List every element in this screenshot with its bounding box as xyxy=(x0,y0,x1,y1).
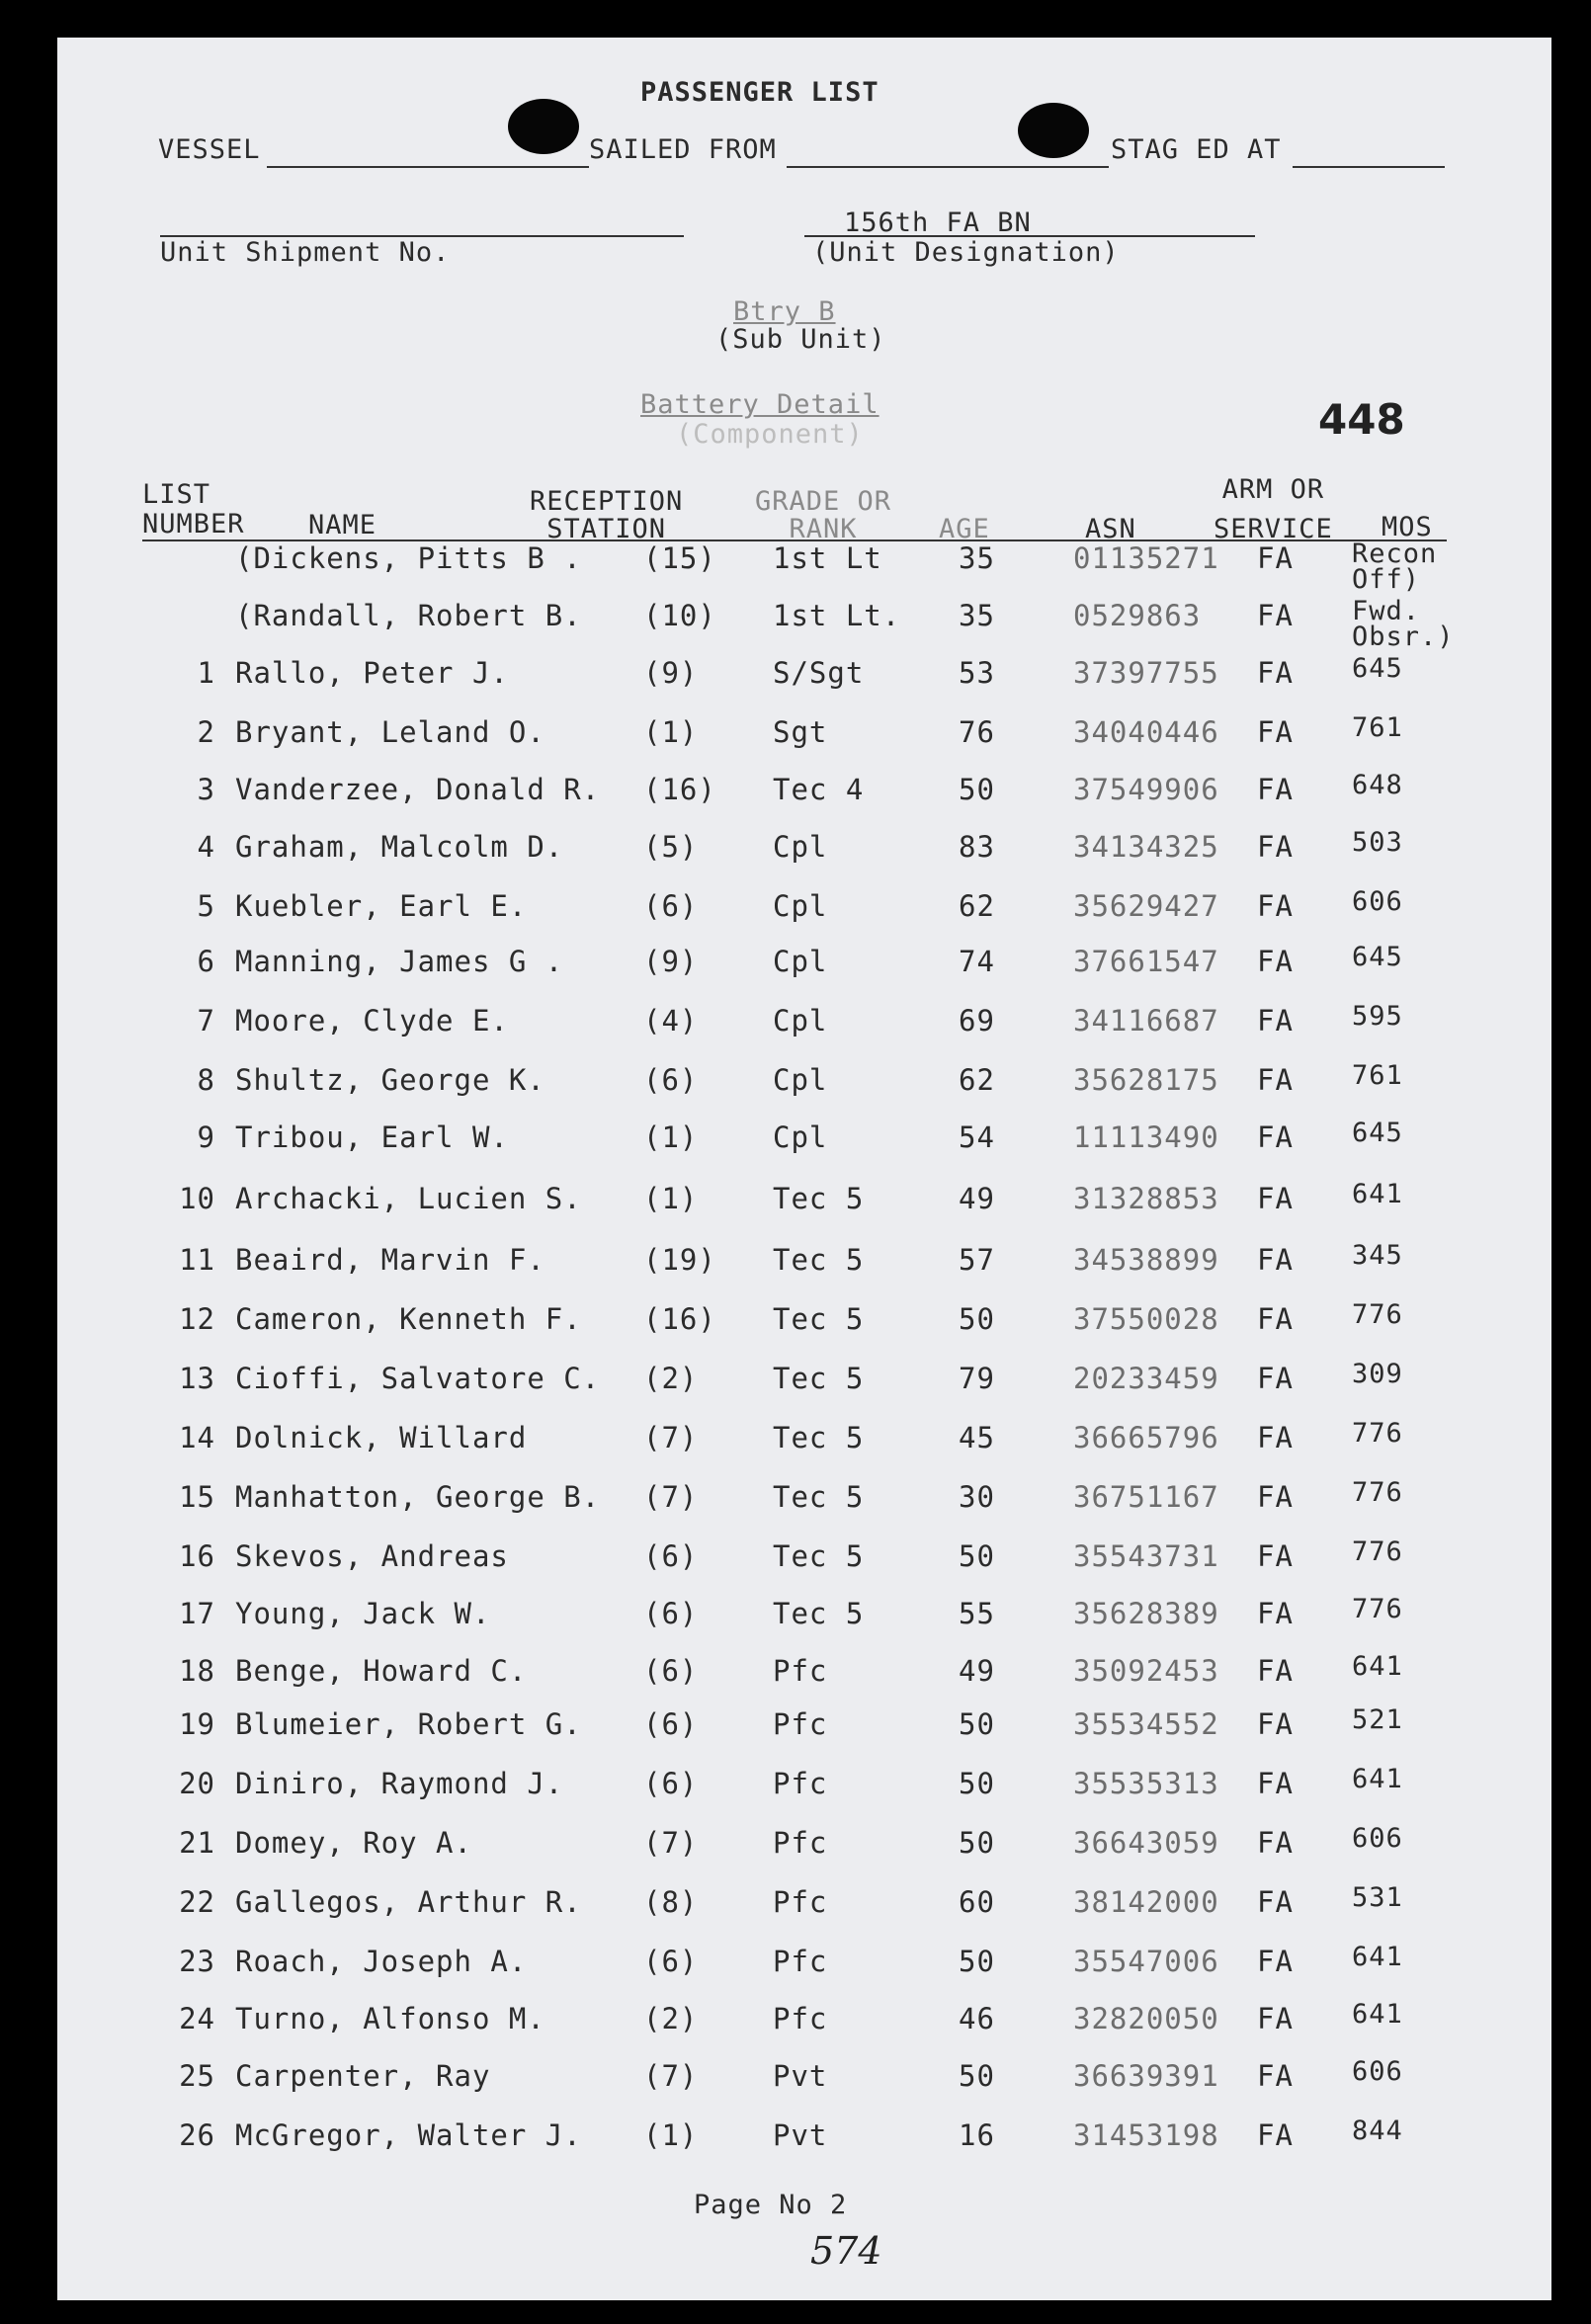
age: 62 xyxy=(959,1063,995,1097)
reception-station: (1) xyxy=(643,715,699,749)
col-name: NAME xyxy=(308,510,377,540)
asn: 35629427 xyxy=(1073,889,1219,923)
passenger-name: Manhatton, George B. xyxy=(235,1480,601,1514)
table-row xyxy=(57,1999,1551,2051)
list-number: 10 xyxy=(179,1182,215,1215)
asn: 38142000 xyxy=(1073,1885,1219,1919)
arm-or-service: FA xyxy=(1257,2118,1294,2152)
list-number: 19 xyxy=(179,1707,215,1741)
age: 83 xyxy=(959,830,995,864)
mos: 645 xyxy=(1352,1118,1403,1148)
arm-or-service: FA xyxy=(1257,1120,1294,1154)
asn: 35535313 xyxy=(1073,1767,1219,1800)
passenger-name: Gallegos, Arthur R. xyxy=(235,1885,582,1919)
asn: 31453198 xyxy=(1073,2118,1219,2152)
table-row xyxy=(57,2056,1551,2109)
passenger-name: Manning, James G . xyxy=(235,945,564,978)
grade: Cpl xyxy=(773,1063,828,1097)
list-number: 12 xyxy=(179,1302,215,1336)
grade: Tec 5 xyxy=(773,1243,865,1277)
reception-station: (9) xyxy=(643,656,699,690)
arm-or-service: FA xyxy=(1257,1654,1294,1688)
mos: 521 xyxy=(1352,1704,1403,1735)
mos: 641 xyxy=(1352,1651,1403,1682)
col-reception-station: RECEPTION STATION xyxy=(530,486,684,544)
list-number: 9 xyxy=(197,1120,215,1154)
age: 79 xyxy=(959,1362,995,1395)
passenger-name: Vanderzee, Donald R. xyxy=(235,773,601,806)
age: 50 xyxy=(959,1539,995,1573)
age: 57 xyxy=(959,1243,995,1277)
grade: Pfc xyxy=(773,1654,828,1688)
grade: Tec 5 xyxy=(773,1302,865,1336)
age: 53 xyxy=(959,656,995,690)
grade: Tec 5 xyxy=(773,1597,865,1630)
passenger-name: Archacki, Lucien S. xyxy=(235,1182,582,1215)
list-number: 17 xyxy=(179,1597,215,1630)
passenger-name: Roach, Joseph A. xyxy=(235,1945,528,1978)
grade: Cpl xyxy=(773,889,828,923)
mos: 309 xyxy=(1352,1359,1403,1389)
list-number: 5 xyxy=(197,889,215,923)
age: 60 xyxy=(959,1885,995,1919)
mos: 761 xyxy=(1352,1060,1403,1091)
passenger-name: Benge, Howard C. xyxy=(235,1654,528,1688)
reception-station: (16) xyxy=(643,773,716,806)
unit-designation-value: 156th FA BN xyxy=(844,208,1032,238)
list-number: 2 xyxy=(197,715,215,749)
asn: 31328853 xyxy=(1073,1182,1219,1215)
asn: 35092453 xyxy=(1073,1654,1219,1688)
age: 69 xyxy=(959,1004,995,1038)
table-row xyxy=(57,1823,1551,1875)
arm-or-service: FA xyxy=(1257,1182,1294,1215)
asn: 36665796 xyxy=(1073,1421,1219,1454)
passenger-name: Domey, Roy A. xyxy=(235,1826,472,1860)
asn: 37397755 xyxy=(1073,656,1219,690)
asn: 35628389 xyxy=(1073,1597,1219,1630)
mos: 606 xyxy=(1352,2056,1403,2087)
mos: 641 xyxy=(1352,1942,1403,1972)
vessel-field xyxy=(267,166,589,168)
asn: 01135271 xyxy=(1073,541,1219,575)
list-number: 6 xyxy=(197,945,215,978)
sub-unit-value: Btry B xyxy=(733,296,836,327)
age: 50 xyxy=(959,1945,995,1978)
age: 35 xyxy=(959,599,995,632)
grade: 1st Lt. xyxy=(773,599,901,632)
asn: 0529863 xyxy=(1073,599,1202,632)
col-age: AGE xyxy=(939,514,990,544)
reception-station: (7) xyxy=(643,1480,699,1514)
passenger-name: (Randall, Robert B. xyxy=(235,599,582,632)
grade: Cpl xyxy=(773,1120,828,1154)
reception-station: (6) xyxy=(643,1945,699,1978)
grade: Pfc xyxy=(773,1767,828,1800)
reception-station: (9) xyxy=(643,945,699,978)
reception-station: (1) xyxy=(643,1120,699,1154)
table-row xyxy=(57,1299,1551,1352)
grade: Sgt xyxy=(773,715,828,749)
reception-station: (6) xyxy=(643,889,699,923)
arm-or-service: FA xyxy=(1257,2059,1294,2093)
list-number: 18 xyxy=(179,1654,215,1688)
arm-or-service: FA xyxy=(1257,1243,1294,1277)
mos: 641 xyxy=(1352,1999,1403,2030)
list-number: 14 xyxy=(179,1421,215,1454)
asn: 35628175 xyxy=(1073,1063,1219,1097)
list-number: 23 xyxy=(179,1945,215,1978)
mos: 844 xyxy=(1352,2116,1403,2146)
age: 30 xyxy=(959,1480,995,1514)
passenger-name: Carpenter, Ray xyxy=(235,2059,491,2093)
arm-or-service: FA xyxy=(1257,1362,1294,1395)
mos: 531 xyxy=(1352,1882,1403,1913)
asn: 37550028 xyxy=(1073,1302,1219,1336)
arm-or-service: FA xyxy=(1257,1004,1294,1038)
mos: 761 xyxy=(1352,712,1403,743)
reception-station: (7) xyxy=(643,1826,699,1860)
asn: 32820050 xyxy=(1073,2002,1219,2035)
asn: 36639391 xyxy=(1073,2059,1219,2093)
reception-station: (7) xyxy=(643,1421,699,1454)
table-row xyxy=(57,1179,1551,1231)
grade: Pfc xyxy=(773,1885,828,1919)
component-label: (Component) xyxy=(676,419,864,450)
table-row xyxy=(57,1060,1551,1113)
list-number: 11 xyxy=(179,1243,215,1277)
col-list-number: LIST NUMBER xyxy=(142,479,245,540)
arm-or-service: FA xyxy=(1257,1945,1294,1978)
age: 76 xyxy=(959,715,995,749)
mos: 641 xyxy=(1352,1764,1403,1794)
mos: 776 xyxy=(1352,1418,1403,1449)
handwritten-footer: 574 xyxy=(810,2229,882,2273)
grade: Tec 5 xyxy=(773,1421,865,1454)
table-row xyxy=(57,1001,1551,1053)
col-arm-or-service: ARM OR SERVICE xyxy=(1214,474,1333,544)
sailed-from-field xyxy=(787,166,1109,168)
table-row xyxy=(57,539,1551,595)
reception-station: (8) xyxy=(643,1885,699,1919)
list-number: 1 xyxy=(197,656,215,690)
list-number: 25 xyxy=(179,2059,215,2093)
staged-at-field xyxy=(1293,166,1445,168)
table-row xyxy=(57,1418,1551,1470)
passenger-name: (Dickens, Pitts B . xyxy=(235,541,582,575)
reception-station: (7) xyxy=(643,2059,699,2093)
grade: Tec 5 xyxy=(773,1480,865,1514)
col-asn: ASN xyxy=(1085,514,1136,544)
age: 62 xyxy=(959,889,995,923)
passenger-name: Turno, Alfonso M. xyxy=(235,2002,545,2035)
age: 54 xyxy=(959,1120,995,1154)
reception-station: (2) xyxy=(643,1362,699,1395)
reception-station: (6) xyxy=(643,1767,699,1800)
reception-station: (2) xyxy=(643,2002,699,2035)
table-row xyxy=(57,827,1551,879)
reception-station: (6) xyxy=(643,1707,699,1741)
mos: Recon Off) xyxy=(1352,539,1438,595)
arm-or-service: FA xyxy=(1257,2002,1294,2035)
asn: 35534552 xyxy=(1073,1707,1219,1741)
asn: 20233459 xyxy=(1073,1362,1219,1395)
reception-station: (19) xyxy=(643,1243,716,1277)
asn: 34538899 xyxy=(1073,1243,1219,1277)
list-number: 13 xyxy=(179,1362,215,1395)
table-row xyxy=(57,1240,1551,1292)
asn: 11113490 xyxy=(1073,1120,1219,1154)
grade: Cpl xyxy=(773,945,828,978)
passenger-name: Dolnick, Willard xyxy=(235,1421,528,1454)
list-number: 16 xyxy=(179,1539,215,1573)
vessel-label: VESSEL xyxy=(158,134,261,165)
age: 45 xyxy=(959,1421,995,1454)
arm-or-service: FA xyxy=(1257,830,1294,864)
unit-designation-label: (Unit Designation) xyxy=(812,237,1120,268)
asn: 36751167 xyxy=(1073,1480,1219,1514)
passenger-name: Kuebler, Earl E. xyxy=(235,889,528,923)
asn: 35543731 xyxy=(1073,1539,1219,1573)
reception-station: (5) xyxy=(643,830,699,864)
list-number: 4 xyxy=(197,830,215,864)
reception-station: (6) xyxy=(643,1539,699,1573)
punch-hole xyxy=(508,99,579,154)
list-number: 20 xyxy=(179,1767,215,1800)
age: 49 xyxy=(959,1654,995,1688)
table-row xyxy=(57,712,1551,765)
grade: Cpl xyxy=(773,830,828,864)
reception-station: (6) xyxy=(643,1597,699,1630)
passenger-name: Young, Jack W. xyxy=(235,1597,491,1630)
arm-or-service: FA xyxy=(1257,656,1294,690)
table-row xyxy=(57,1477,1551,1530)
reception-station: (1) xyxy=(643,2118,699,2152)
age: 50 xyxy=(959,1826,995,1860)
arm-or-service: FA xyxy=(1257,1826,1294,1860)
passenger-name: McGregor, Walter J. xyxy=(235,2118,582,2152)
mos: 776 xyxy=(1352,1594,1403,1624)
sub-unit-label: (Sub Unit) xyxy=(715,324,886,355)
staged-at-label: STAG ED AT xyxy=(1111,134,1282,165)
grade: Pvt xyxy=(773,2118,828,2152)
table-row xyxy=(57,1120,1551,1170)
list-number: 26 xyxy=(179,2118,215,2152)
grade: Pfc xyxy=(773,1945,828,1978)
table-row xyxy=(57,1359,1551,1411)
arm-or-service: FA xyxy=(1257,1707,1294,1741)
list-number: 21 xyxy=(179,1826,215,1860)
age: 50 xyxy=(959,1707,995,1741)
sailed-from-label: SAILED FROM xyxy=(589,134,777,165)
passenger-name: Shultz, George K. xyxy=(235,1063,545,1097)
passenger-name: Diniro, Raymond J. xyxy=(235,1767,564,1800)
grade: Pfc xyxy=(773,1826,828,1860)
mos: 645 xyxy=(1352,942,1403,972)
table-row xyxy=(57,886,1551,939)
arm-or-service: FA xyxy=(1257,599,1294,632)
asn: 35547006 xyxy=(1073,1945,1219,1978)
age: 50 xyxy=(959,1767,995,1800)
table-row xyxy=(57,653,1551,706)
unit-shipment-label: Unit Shipment No. xyxy=(160,237,451,268)
grade: 1st Lt xyxy=(773,541,882,575)
arm-or-service: FA xyxy=(1257,1480,1294,1514)
passenger-name: Skevos, Andreas xyxy=(235,1539,509,1573)
table-row xyxy=(57,1704,1551,1757)
table-row xyxy=(57,942,1551,994)
arm-or-service: FA xyxy=(1257,773,1294,806)
mos: 776 xyxy=(1352,1536,1403,1567)
mos: Fwd. Obsr.) xyxy=(1352,596,1455,652)
grade: S/Sgt xyxy=(773,656,865,690)
arm-or-service: FA xyxy=(1257,889,1294,923)
table-row xyxy=(57,1651,1551,1703)
passenger-name: Cameron, Kenneth F. xyxy=(235,1302,582,1336)
arm-or-service: FA xyxy=(1257,715,1294,749)
grade: Tec 5 xyxy=(773,1182,865,1215)
mos: 776 xyxy=(1352,1477,1403,1508)
asn: 34040446 xyxy=(1073,715,1219,749)
arm-or-service: FA xyxy=(1257,1421,1294,1454)
grade: Pvt xyxy=(773,2059,828,2093)
arm-or-service: FA xyxy=(1257,1302,1294,1336)
table-row xyxy=(57,1882,1551,1935)
arm-or-service: FA xyxy=(1257,541,1294,575)
table-row xyxy=(57,1536,1551,1589)
grade: Tec 4 xyxy=(773,773,865,806)
reception-station: (1) xyxy=(643,1182,699,1215)
grade: Pfc xyxy=(773,1707,828,1741)
reception-station: (6) xyxy=(643,1654,699,1688)
mos: 641 xyxy=(1352,1179,1403,1209)
age: 50 xyxy=(959,773,995,806)
reception-station: (15) xyxy=(643,541,716,575)
table-row xyxy=(57,1764,1551,1816)
arm-or-service: FA xyxy=(1257,1539,1294,1573)
list-number: 8 xyxy=(197,1063,215,1097)
document-page xyxy=(57,38,1551,2300)
grade: Cpl xyxy=(773,1004,828,1038)
asn: 34116687 xyxy=(1073,1004,1219,1038)
asn: 37661547 xyxy=(1073,945,1219,978)
table-row xyxy=(57,770,1551,822)
asn: 34134325 xyxy=(1073,830,1219,864)
mos: 345 xyxy=(1352,1240,1403,1271)
passenger-name: Tribou, Earl W. xyxy=(235,1120,509,1154)
age: 16 xyxy=(959,2118,995,2152)
passenger-name: Blumeier, Robert G. xyxy=(235,1707,582,1741)
arm-or-service: FA xyxy=(1257,1767,1294,1800)
arm-or-service: FA xyxy=(1257,1063,1294,1097)
col-mos: MOS xyxy=(1382,512,1433,542)
age: 50 xyxy=(959,2059,995,2093)
mos: 648 xyxy=(1352,770,1403,800)
arm-or-service: FA xyxy=(1257,1597,1294,1630)
list-number: 7 xyxy=(197,1004,215,1038)
age: 74 xyxy=(959,945,995,978)
mos: 595 xyxy=(1352,1001,1403,1032)
mos: 645 xyxy=(1352,653,1403,684)
age: 50 xyxy=(959,1302,995,1336)
mos: 776 xyxy=(1352,1299,1403,1330)
passenger-name: Beaird, Marvin F. xyxy=(235,1243,545,1277)
table-row xyxy=(57,2118,1551,2168)
list-number: 15 xyxy=(179,1480,215,1514)
list-number: 22 xyxy=(179,1885,215,1919)
grade: Tec 5 xyxy=(773,1539,865,1573)
mos: 606 xyxy=(1352,886,1403,917)
asn: 36643059 xyxy=(1073,1826,1219,1860)
table-row xyxy=(57,1594,1551,1646)
handwritten-number: 448 xyxy=(1318,395,1405,444)
passenger-name: Cioffi, Salvatore C. xyxy=(235,1362,601,1395)
page-number: Page No 2 xyxy=(694,2190,848,2220)
document-title: PASSENGER LIST xyxy=(640,77,879,108)
passenger-name: Moore, Clyde E. xyxy=(235,1004,509,1038)
reception-station: (4) xyxy=(643,1004,699,1038)
age: 55 xyxy=(959,1597,995,1630)
asn: 37549906 xyxy=(1073,773,1219,806)
list-number: 3 xyxy=(197,773,215,806)
arm-or-service: FA xyxy=(1257,945,1294,978)
passenger-name: Graham, Malcolm D. xyxy=(235,830,564,864)
mos: 606 xyxy=(1352,1823,1403,1854)
grade: Tec 5 xyxy=(773,1362,865,1395)
table-row xyxy=(57,1942,1551,1994)
passenger-name: Rallo, Peter J. xyxy=(235,656,509,690)
mos: 503 xyxy=(1352,827,1403,858)
list-number: 24 xyxy=(179,2002,215,2035)
arm-or-service: FA xyxy=(1257,1885,1294,1919)
component-value: Battery Detail xyxy=(640,389,879,420)
age: 35 xyxy=(959,541,995,575)
passenger-name: Bryant, Leland O. xyxy=(235,715,545,749)
age: 49 xyxy=(959,1182,995,1215)
table-row xyxy=(57,596,1551,652)
reception-station: (16) xyxy=(643,1302,716,1336)
punch-hole xyxy=(1018,103,1089,158)
grade: Pfc xyxy=(773,2002,828,2035)
col-grade-or-rank: GRADE OR RANK xyxy=(755,486,892,544)
reception-station: (10) xyxy=(643,599,716,632)
age: 46 xyxy=(959,2002,995,2035)
reception-station: (6) xyxy=(643,1063,699,1097)
